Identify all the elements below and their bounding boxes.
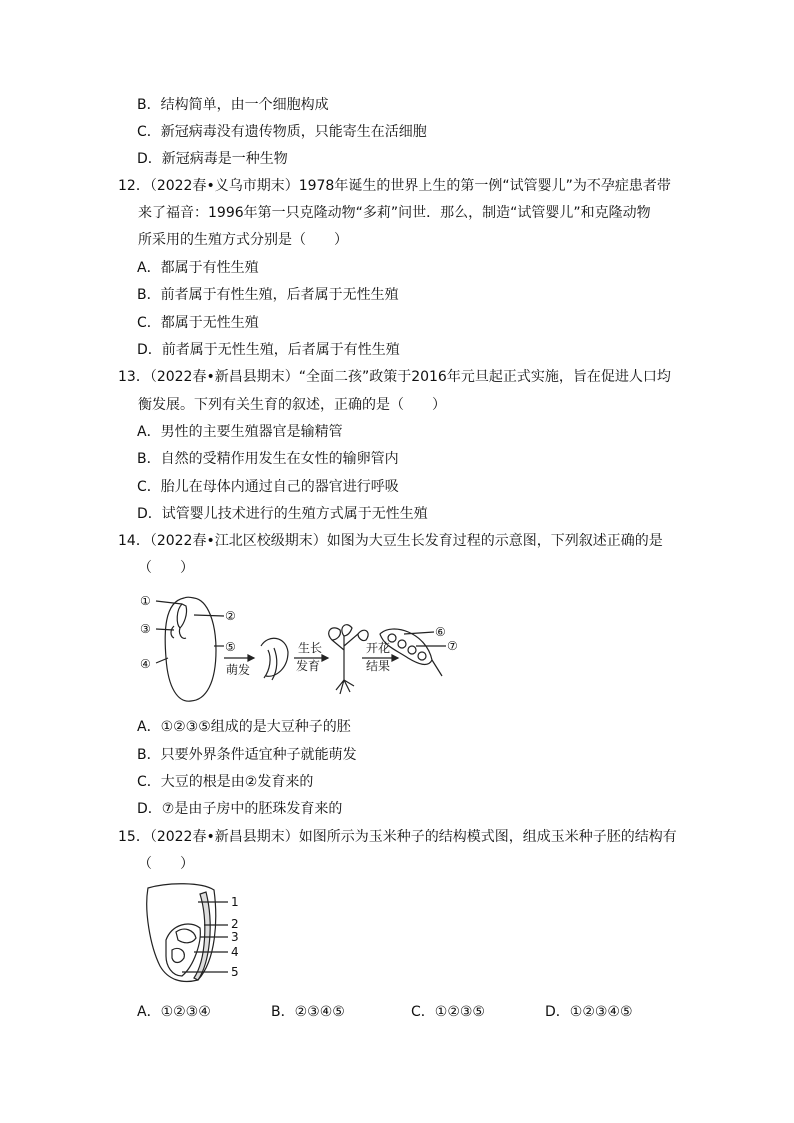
corn-seed-diagram <box>138 880 268 990</box>
label-bloom-2: 结果 <box>366 659 391 673</box>
q13-option-a: A．男性的主要生殖器官是输精管 <box>137 424 343 440</box>
q11-option-b: B．结构简单，由一个细胞构成 <box>137 97 329 113</box>
label-bloom-1: 开花 <box>366 641 391 655</box>
soybean-growth-diagram <box>136 588 476 716</box>
marker-1: ① <box>140 594 151 608</box>
q11-option-c: C．新冠病毒没有遗传物质，只能寄生在活细胞 <box>137 124 427 140</box>
q14-stem-line2: （ ） <box>138 560 194 576</box>
marker-7: ⑦ <box>447 639 458 653</box>
q14-option-b: B．只要外界条件适宜种子就能萌发 <box>137 747 357 763</box>
radicle-shape <box>171 626 174 638</box>
embryo-bud-shape <box>177 604 186 628</box>
corn-seed-figure <box>138 880 268 990</box>
q15-option-c: C．①②③⑤ <box>411 1004 485 1020</box>
plant-leaves-shape <box>329 625 368 641</box>
label-3: 3 <box>231 930 239 944</box>
radicle-shape <box>172 948 184 962</box>
soybean-growth-figure <box>136 588 476 716</box>
marker-2: ② <box>225 609 236 623</box>
marker-3: ③ <box>140 622 151 636</box>
q14-stem-line1: 14．（2022春•江北区校级期末）如图为大豆生长发育过程的示意图，下列叙述正确的是 <box>118 533 663 549</box>
q12-option-b: B．前者属于有性生殖，后者属于无性生殖 <box>137 287 399 303</box>
label-4: 4 <box>231 945 239 959</box>
q12-option-c: C．都属于无性生殖 <box>137 315 259 331</box>
embryo-outline <box>166 924 200 976</box>
marker-5: ⑤ <box>225 640 236 654</box>
soybean-seed-outline <box>165 597 216 701</box>
q13-option-d: D．试管婴儿技术进行的生殖方式属于无性生殖 <box>137 506 428 522</box>
plant-stem-shape <box>332 634 358 680</box>
q15-stem-line1: 15．（2022春•新昌县期末）如图所示为玉米种子的结构模式图，组成玉米种子胚的结构有 <box>118 829 677 845</box>
plant-roots-shape <box>336 680 354 694</box>
marker-4: ④ <box>140 657 151 671</box>
q14-option-d: D．⑦是由子房中的胚珠发育来的 <box>137 801 343 817</box>
leader-1 <box>156 601 182 604</box>
leader-2 <box>194 615 224 616</box>
label-grow-2: 发育 <box>296 659 321 673</box>
corn-seed-coat <box>194 892 210 980</box>
q13-option-b: B．自然的受精作用发生在女性的输卵管内 <box>137 451 399 467</box>
q13-option-c: C．胎儿在母体内通过自己的器官进行呼吸 <box>137 479 399 495</box>
embryo-axis-shape <box>179 628 186 638</box>
q15-option-d: D．①②③④⑤ <box>545 1004 633 1020</box>
q13-stem-line1: 13．（2022春•新昌县期末）“全面二孩”政策于2016年元旦起正式实施，旨在促进人口均 <box>118 369 671 385</box>
label-5: 5 <box>231 965 239 979</box>
q12-stem-line2: 来了福音：1996年第一只克隆动物“多莉”问世．那么，制造“试管婴儿”和克隆动物 <box>138 205 651 221</box>
label-grow-1: 生长 <box>298 641 323 655</box>
q14-option-c: C．大豆的根是由②发育来的 <box>137 774 314 790</box>
seedling-shape <box>261 638 288 676</box>
q15-option-a: A．①②③④ <box>137 1004 211 1020</box>
q15-stem-line2: （ ） <box>138 856 194 872</box>
label-1: 1 <box>231 895 239 909</box>
q12-option-a: A．都属于有性生殖 <box>137 260 259 276</box>
plumule-shape <box>176 929 196 943</box>
q14-option-a: A．①②③⑤组成的是大豆种子的胚 <box>137 719 351 735</box>
marker-6: ⑥ <box>435 625 446 639</box>
label-germinate: 萌发 <box>226 663 251 677</box>
q12-option-d: D．前者属于无性生殖，后者属于有性生殖 <box>137 342 400 358</box>
q12-stem-line1: 12．（2022春•义乌市期末）1978年诞生的世界上生的第一例“试管婴儿”为不孕症患者带 <box>118 178 671 194</box>
q15-option-b: B．②③④⑤ <box>271 1004 345 1020</box>
label-2: 2 <box>231 917 239 931</box>
q12-stem-line3: 所采用的生殖方式分别是（ ） <box>138 232 348 248</box>
q11-option-d: D．新冠病毒是一种生物 <box>137 151 288 167</box>
q13-stem-line2: 衡发展。下列有关生育的叙述，正确的是（ ） <box>138 397 446 413</box>
